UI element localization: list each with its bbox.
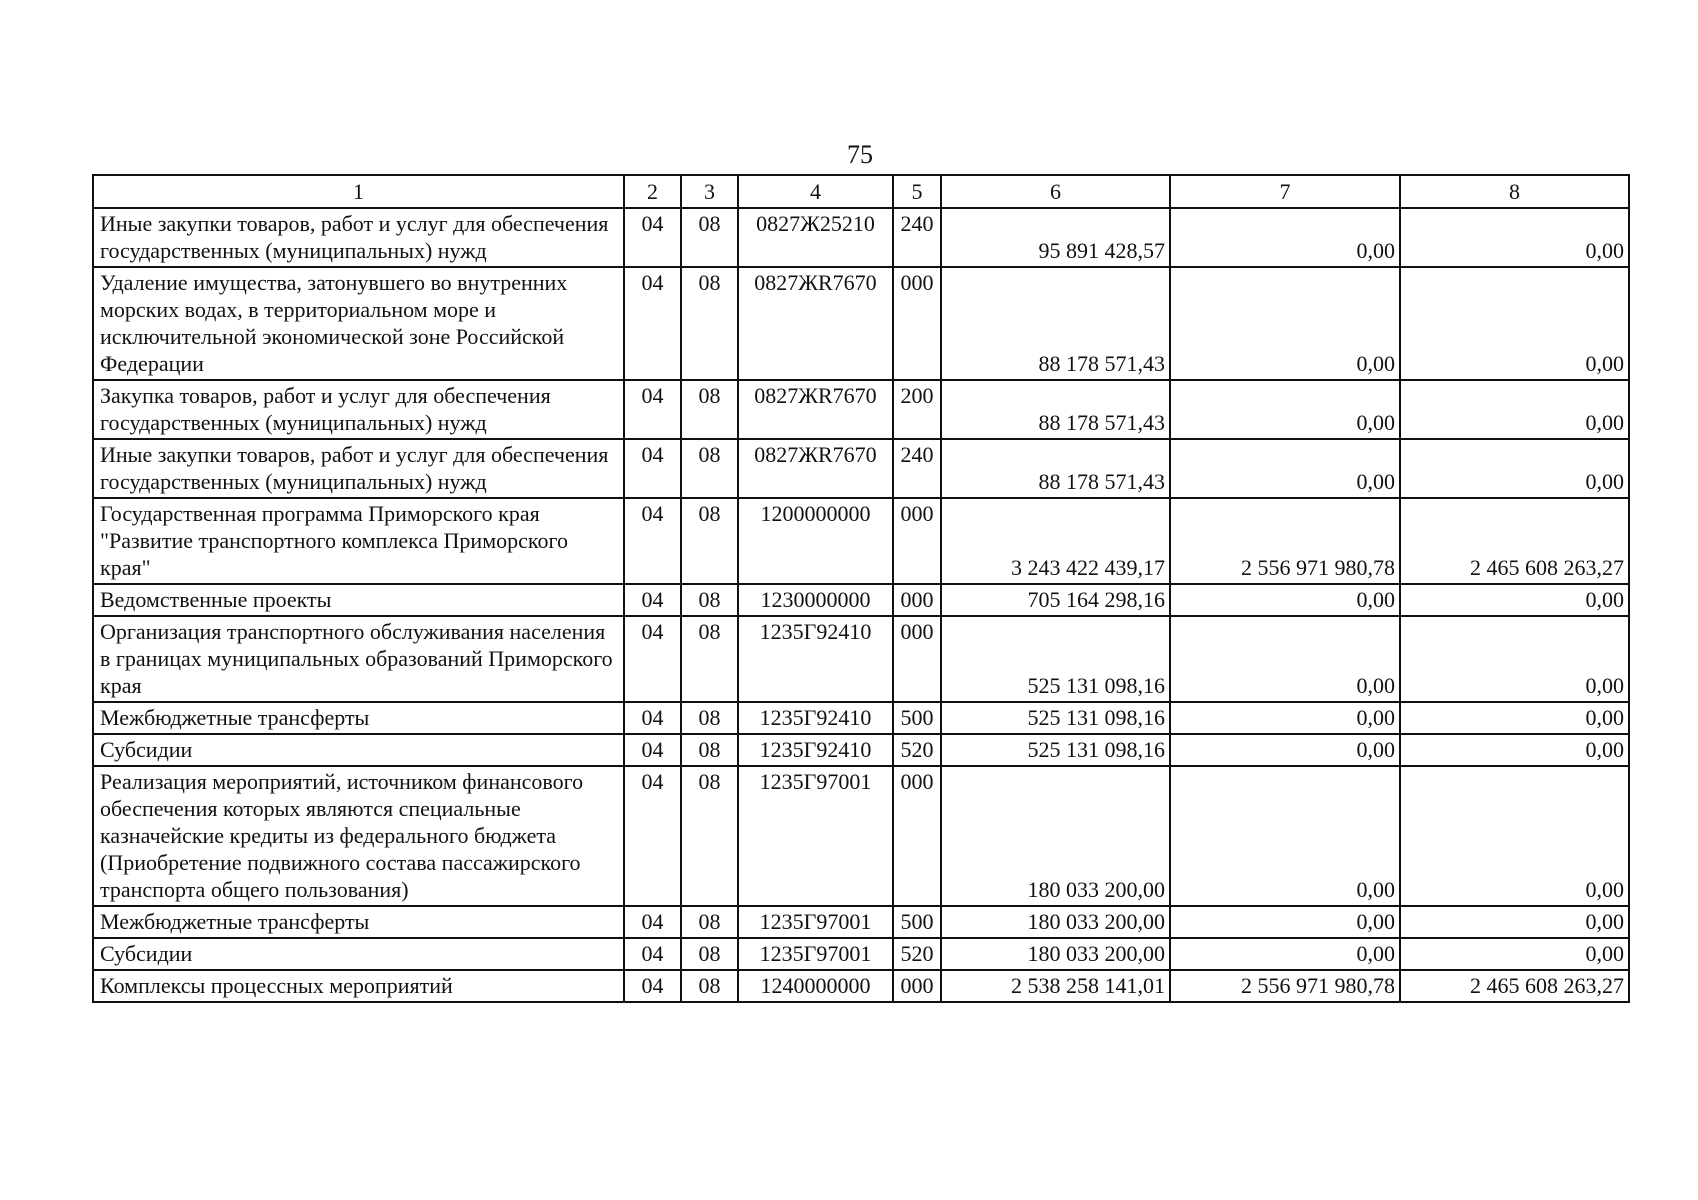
- expense-name-cell: Государственная программа Приморского края "Развитие транспортного комплекса Приморского края": [93, 498, 624, 584]
- amount-column-8-cell: 0,00: [1400, 439, 1629, 498]
- table-row: [93, 906, 1629, 938]
- amount-column-8-cell: 0,00: [1400, 208, 1629, 267]
- target-article-cell: 1230000000: [738, 584, 893, 616]
- amount-column-8-cell: 0,00: [1400, 906, 1629, 938]
- amount-column-6-cell: 705 164 298,16: [941, 584, 1170, 616]
- amount-column-8-cell: 0,00: [1400, 267, 1629, 380]
- subsection-code-cell: 08: [681, 498, 738, 584]
- expense-name-cell: Межбюджетные трансферты: [93, 906, 624, 938]
- section-code-cell: 04: [624, 906, 681, 938]
- amount-column-7-cell: 0,00: [1170, 584, 1400, 616]
- expense-name-cell: Комплексы процессных мероприятий: [93, 970, 624, 1002]
- subsection-code-cell: 08: [681, 208, 738, 267]
- column-number-6: 6: [941, 175, 1170, 208]
- section-code-cell: 04: [624, 702, 681, 734]
- amount-column-8-cell: 2 465 608 263,27: [1400, 970, 1629, 1002]
- target-article-cell: 1235Г97001: [738, 766, 893, 906]
- amount-column-8-cell: 0,00: [1400, 380, 1629, 439]
- expense-type-cell: 500: [893, 702, 941, 734]
- section-code-cell: 04: [624, 498, 681, 584]
- section-code-cell: 04: [624, 938, 681, 970]
- subsection-code-cell: 08: [681, 267, 738, 380]
- expense-name-cell: Субсидии: [93, 734, 624, 766]
- expense-name-cell: Удаление имущества, затонувшего во внутренних морских водах, в территориальном море и исключительной экономической зоне Российской Федерации: [93, 267, 624, 380]
- subsection-code-cell: 08: [681, 702, 738, 734]
- target-article-cell: 0827Ж25210: [738, 208, 893, 267]
- expense-type-cell: 000: [893, 616, 941, 702]
- section-code-cell: 04: [624, 584, 681, 616]
- table-row: [93, 970, 1629, 1002]
- column-number-8: 8: [1400, 175, 1629, 208]
- section-code-cell: 04: [624, 970, 681, 1002]
- subsection-code-cell: 08: [681, 938, 738, 970]
- expense-type-cell: 000: [893, 584, 941, 616]
- amount-column-6-cell: 2 538 258 141,01: [941, 970, 1170, 1002]
- amount-column-8-cell: 0,00: [1400, 938, 1629, 970]
- amount-column-7-cell: 0,00: [1170, 208, 1400, 267]
- page-number: 75: [847, 140, 873, 169]
- amount-column-6-cell: 88 178 571,43: [941, 439, 1170, 498]
- amount-column-6-cell: 95 891 428,57: [941, 208, 1170, 267]
- expense-type-cell: 000: [893, 267, 941, 380]
- amount-column-7-cell: 0,00: [1170, 267, 1400, 380]
- expense-type-cell: 000: [893, 766, 941, 906]
- amount-column-6-cell: 3 243 422 439,17: [941, 498, 1170, 584]
- subsection-code-cell: 08: [681, 766, 738, 906]
- subsection-code-cell: 08: [681, 970, 738, 1002]
- table-row: [93, 616, 1629, 702]
- target-article-cell: 0827ЖR7670: [738, 380, 893, 439]
- target-article-cell: 1235Г92410: [738, 702, 893, 734]
- target-article-cell: 1240000000: [738, 970, 893, 1002]
- subsection-code-cell: 08: [681, 380, 738, 439]
- section-code-cell: 04: [624, 267, 681, 380]
- amount-column-7-cell: 2 556 971 980,78: [1170, 498, 1400, 584]
- subsection-code-cell: 08: [681, 906, 738, 938]
- expense-type-cell: 240: [893, 208, 941, 267]
- table-row: [93, 439, 1629, 498]
- amount-column-8-cell: 0,00: [1400, 616, 1629, 702]
- amount-column-6-cell: 88 178 571,43: [941, 267, 1170, 380]
- amount-column-8-cell: 0,00: [1400, 702, 1629, 734]
- expense-type-cell: 500: [893, 906, 941, 938]
- expense-type-cell: 200: [893, 380, 941, 439]
- column-number-2: 2: [624, 175, 681, 208]
- amount-column-6-cell: 180 033 200,00: [941, 938, 1170, 970]
- table-row: [93, 584, 1629, 616]
- target-article-cell: 0827ЖR7670: [738, 267, 893, 380]
- expense-type-cell: 520: [893, 938, 941, 970]
- target-article-cell: 1235Г97001: [738, 906, 893, 938]
- amount-column-6-cell: 525 131 098,16: [941, 616, 1170, 702]
- column-number-4: 4: [738, 175, 893, 208]
- table-row: [93, 267, 1629, 380]
- table-row: [93, 380, 1629, 439]
- subsection-code-cell: 08: [681, 734, 738, 766]
- section-code-cell: 04: [624, 616, 681, 702]
- amount-column-7-cell: 0,00: [1170, 766, 1400, 906]
- subsection-code-cell: 08: [681, 616, 738, 702]
- expense-type-cell: 000: [893, 498, 941, 584]
- amount-column-6-cell: 525 131 098,16: [941, 734, 1170, 766]
- amount-column-7-cell: 0,00: [1170, 938, 1400, 970]
- expense-type-cell: 240: [893, 439, 941, 498]
- expense-name-cell: Ведомственные проекты: [93, 584, 624, 616]
- table-row: [93, 208, 1629, 267]
- table-row: [93, 938, 1629, 970]
- column-number-3: 3: [681, 175, 738, 208]
- target-article-cell: 1235Г97001: [738, 938, 893, 970]
- amount-column-8-cell: 2 465 608 263,27: [1400, 498, 1629, 584]
- table-row: [93, 702, 1629, 734]
- budget-table: [92, 174, 1630, 1003]
- amount-column-7-cell: 0,00: [1170, 616, 1400, 702]
- target-article-cell: 1235Г92410: [738, 616, 893, 702]
- amount-column-7-cell: 0,00: [1170, 439, 1400, 498]
- amount-column-7-cell: 0,00: [1170, 734, 1400, 766]
- amount-column-7-cell: 0,00: [1170, 702, 1400, 734]
- table-row: [93, 734, 1629, 766]
- table-body: [93, 175, 1629, 1002]
- section-code-cell: 04: [624, 439, 681, 498]
- column-number-7: 7: [1170, 175, 1400, 208]
- amount-column-7-cell: 2 556 971 980,78: [1170, 970, 1400, 1002]
- expense-type-cell: 000: [893, 970, 941, 1002]
- expense-type-cell: 520: [893, 734, 941, 766]
- expense-name-cell: Иные закупки товаров, работ и услуг для обеспечения государственных (муниципальных) нужд: [93, 208, 624, 267]
- subsection-code-cell: 08: [681, 584, 738, 616]
- table-row: [93, 498, 1629, 584]
- amount-column-7-cell: 0,00: [1170, 380, 1400, 439]
- target-article-cell: 0827ЖR7670: [738, 439, 893, 498]
- expense-name-cell: Иные закупки товаров, работ и услуг для обеспечения государственных (муниципальных) нужд: [93, 439, 624, 498]
- amount-column-6-cell: 180 033 200,00: [941, 906, 1170, 938]
- amount-column-8-cell: 0,00: [1400, 584, 1629, 616]
- amount-column-7-cell: 0,00: [1170, 906, 1400, 938]
- amount-column-6-cell: 88 178 571,43: [941, 380, 1170, 439]
- amount-column-8-cell: 0,00: [1400, 766, 1629, 906]
- column-number-1: 1: [93, 175, 624, 208]
- column-number-5: 5: [893, 175, 941, 208]
- expense-name-cell: Организация транспортного обслуживания населения в границах муниципальных образований Приморского края: [93, 616, 624, 702]
- target-article-cell: 1200000000: [738, 498, 893, 584]
- amount-column-6-cell: 180 033 200,00: [941, 766, 1170, 906]
- target-article-cell: 1235Г92410: [738, 734, 893, 766]
- expense-name-cell: Субсидии: [93, 938, 624, 970]
- amount-column-6-cell: 525 131 098,16: [941, 702, 1170, 734]
- section-code-cell: 04: [624, 766, 681, 906]
- table-row: [93, 766, 1629, 906]
- section-code-cell: 04: [624, 380, 681, 439]
- expense-name-cell: Межбюджетные трансферты: [93, 702, 624, 734]
- expense-name-cell: Закупка товаров, работ и услуг для обеспечения государственных (муниципальных) нужд: [93, 380, 624, 439]
- expense-name-cell: Реализация мероприятий, источником финансового обеспечения которых являются специальные казначейские кредиты из федерального бюджета (Приобретение подвижного состава пассажирского транспорта общего пользования): [93, 766, 624, 906]
- subsection-code-cell: 08: [681, 439, 738, 498]
- section-code-cell: 04: [624, 208, 681, 267]
- column-number-header-row: [93, 175, 1629, 208]
- section-code-cell: 04: [624, 734, 681, 766]
- amount-column-8-cell: 0,00: [1400, 734, 1629, 766]
